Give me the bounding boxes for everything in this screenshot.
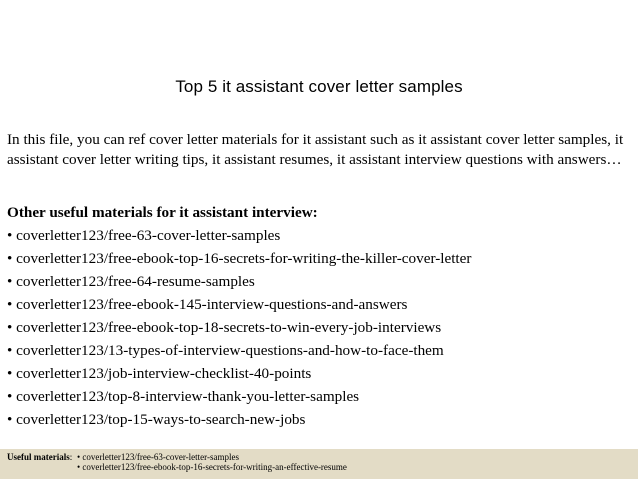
list-item — [7, 387, 471, 410]
footer-label — [7, 452, 72, 462]
bullet-icon: • — [7, 319, 13, 336]
bullet-icon: • — [7, 342, 13, 359]
section-heading: Other useful materials for it assistant interview: — [7, 204, 318, 221]
bullet-icon: • — [7, 227, 13, 244]
footer-link[interactable]: coverletter123/free-63-cover-letter-samples — [82, 452, 239, 462]
list-item — [7, 341, 471, 364]
bullet-icon: • — [7, 250, 13, 267]
page-title: Top 5 it assistant cover letter samples — [175, 77, 463, 96]
list-item — [7, 226, 471, 249]
bullet-icon: • — [7, 411, 13, 428]
material-link[interactable]: coverletter123/top-15-ways-to-search-new-jobs — [16, 411, 306, 428]
footer-list — [77, 452, 347, 472]
intro-paragraph: In this file, you can ref cover letter materials for it assistant such as it assistant cover letter samples, it assistant cover letter writing tips, it assistant resumes, it assistant interview questions with answers… — [7, 131, 624, 168]
bullet-icon: • — [7, 273, 13, 290]
list-item — [7, 272, 471, 295]
list-item — [7, 318, 471, 341]
bullet-icon: • — [7, 296, 13, 313]
bullet-icon: • — [77, 452, 81, 462]
footer-label-separator: : — [69, 452, 73, 462]
material-link[interactable]: coverletter123/job-interview-checklist-40-points — [16, 365, 312, 382]
list-item — [7, 295, 471, 318]
list-item — [7, 410, 471, 433]
material-link[interactable]: coverletter123/free-63-cover-letter-samples — [16, 227, 281, 244]
material-link[interactable]: coverletter123/free-64-resume-samples — [16, 273, 255, 290]
footer-bar — [0, 449, 638, 479]
material-link[interactable]: coverletter123/free-ebook-top-16-secrets-for-writing-the-killer-cover-letter — [16, 250, 472, 267]
bullet-icon: • — [7, 365, 13, 382]
materials-list — [7, 226, 471, 433]
footer-label-text: Useful materials — [7, 452, 70, 462]
material-link[interactable]: coverletter123/13-types-of-interview-questions-and-how-to-face-them — [16, 342, 444, 359]
list-item — [7, 364, 471, 387]
material-link[interactable]: coverletter123/free-ebook-145-interview-questions-and-answers — [16, 296, 408, 313]
bullet-icon: • — [77, 462, 81, 472]
list-item — [7, 249, 471, 272]
footer-item — [77, 462, 347, 472]
bullet-icon: • — [7, 388, 13, 405]
material-link[interactable]: coverletter123/free-ebook-top-18-secrets-to-win-every-job-interviews — [16, 319, 442, 336]
footer-item — [77, 452, 347, 462]
footer-link[interactable]: coverletter123/free-ebook-top-16-secrets-for-writing-an-effective-resume — [82, 462, 347, 472]
material-link[interactable]: coverletter123/top-8-interview-thank-you-letter-samples — [16, 388, 360, 405]
